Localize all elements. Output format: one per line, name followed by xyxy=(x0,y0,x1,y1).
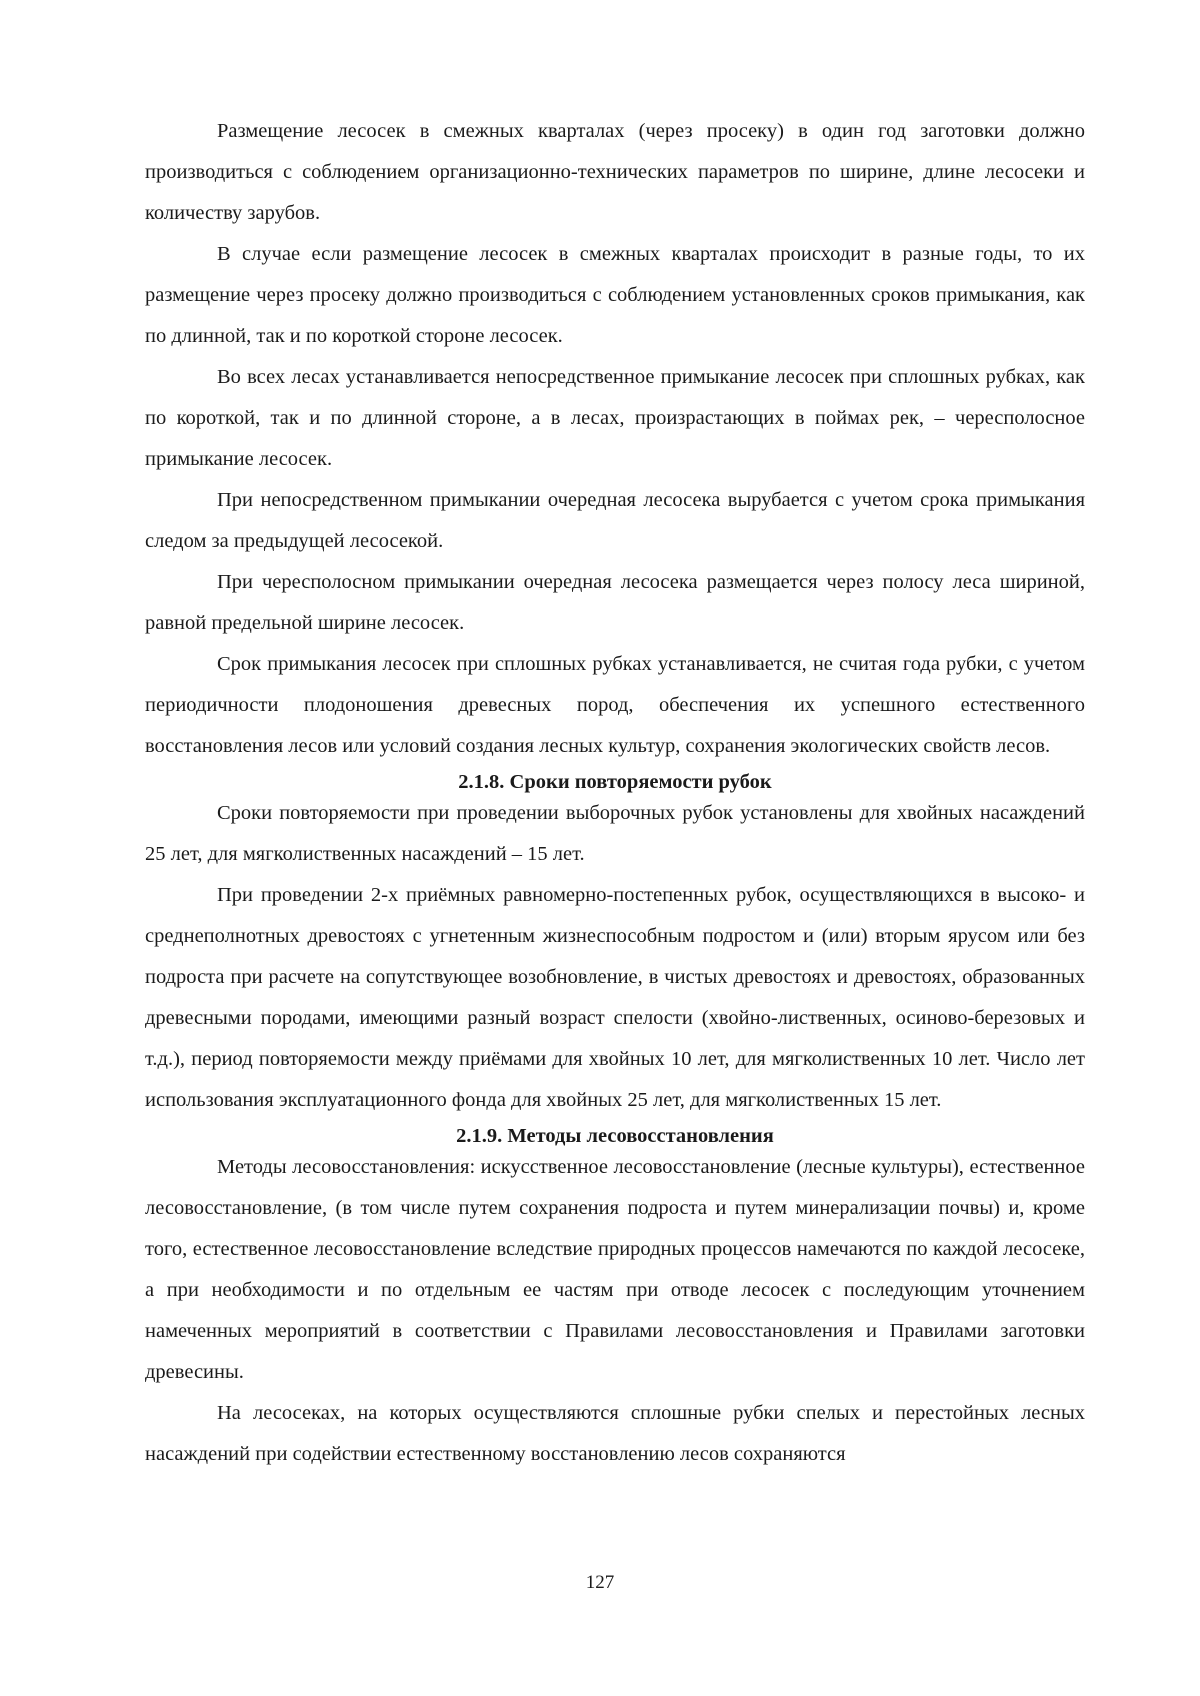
paragraph: При проведении 2-х приёмных равномерно-постепенных рубок, осуществляющихся в высоко- и среднеполнотных древостоях с угнетенным жизнеспособным подростом и (или) вторым ярусом или без подроста при расчете на сопутствующее возобновление, в чистых древостоях и древостоях, образованных древесными породами, имеющими разный возраст спелости (хвойно-лиственных, осиново-березовых и т.д.), период повторяемости между приёмами для хвойных 10 лет, для мягколиственных 10 лет. Число лет использования эксплуатационного фонда для хвойных 25 лет, для мягколиственных 15 лет. xyxy=(145,884,1085,1111)
section-heading: 2.1.8. Сроки повторяемости рубок xyxy=(458,771,772,793)
page-number: 127 xyxy=(585,1572,615,1593)
paragraph: На лесосеках, на которых осуществляются сплошные рубки спелых и перестойных лесных насаждений при содействии естественному восстановлению лесов сохраняются xyxy=(145,1402,1085,1465)
paragraph: Методы лесовосстановления: искусственное лесовосстановление (лесные культуры), естественное лесовосстановление, (в том числе путем сохранения подроста и путем минерализации почвы) и, кроме того, естественное лесовосстановление вследствие природных процессов намечаются по каждой лесосеке, а при необходимости и по отдельным ее частям при отводе лесосек с последующим уточнением намеченных мероприятий в соответствии с Правилами лесовосстановления и Правилами заготовки древесины. xyxy=(145,1156,1085,1383)
section-heading: 2.1.9. Методы лесовосстановления xyxy=(456,1125,774,1147)
paragraph: Размещение лесосек в смежных кварталах (через просеку) в один год заготовки должно производиться с соблюдением организационно-технических параметров по ширине, длине лесосеки и количеству зарубов. xyxy=(145,120,1085,224)
paragraph: В случае если размещение лесосек в смежных кварталах происходит в разные годы, то их размещение через просеку должно производиться с соблюдением установленных сроков примыкания, как по длинной, так и по короткой стороне лесосек. xyxy=(145,243,1085,347)
paragraph: При непосредственном примыкании очередная лесосека вырубается с учетом срока примыкания следом за предыдущей лесосекой. xyxy=(145,489,1085,552)
paragraph: Во всех лесах устанавливается непосредственное примыкание лесосек при сплошных рубках, как по короткой, так и по длинной стороне, а в лесах, произрастающих в поймах рек, – чересполосное примыкание лесосек. xyxy=(145,366,1085,470)
paragraph: Сроки повторяемости при проведении выборочных рубок установлены для хвойных насаждений 25 лет, для мягколиственных насаждений – 15 лет. xyxy=(145,802,1085,865)
paragraph: При чересполосном примыкании очередная лесосека размещается через полосу леса шириной, равной предельной ширине лесосек. xyxy=(145,571,1085,634)
document-page xyxy=(145,111,1085,1475)
paragraph: Срок примыкания лесосек при сплошных рубках устанавливается, не считая года рубки, с учетом периодичности плодоношения древесных пород, обеспечения их успешного естественного восстановления лесов или условий создания лесных культур, сохранения экологических свойств лесов. xyxy=(145,653,1085,757)
